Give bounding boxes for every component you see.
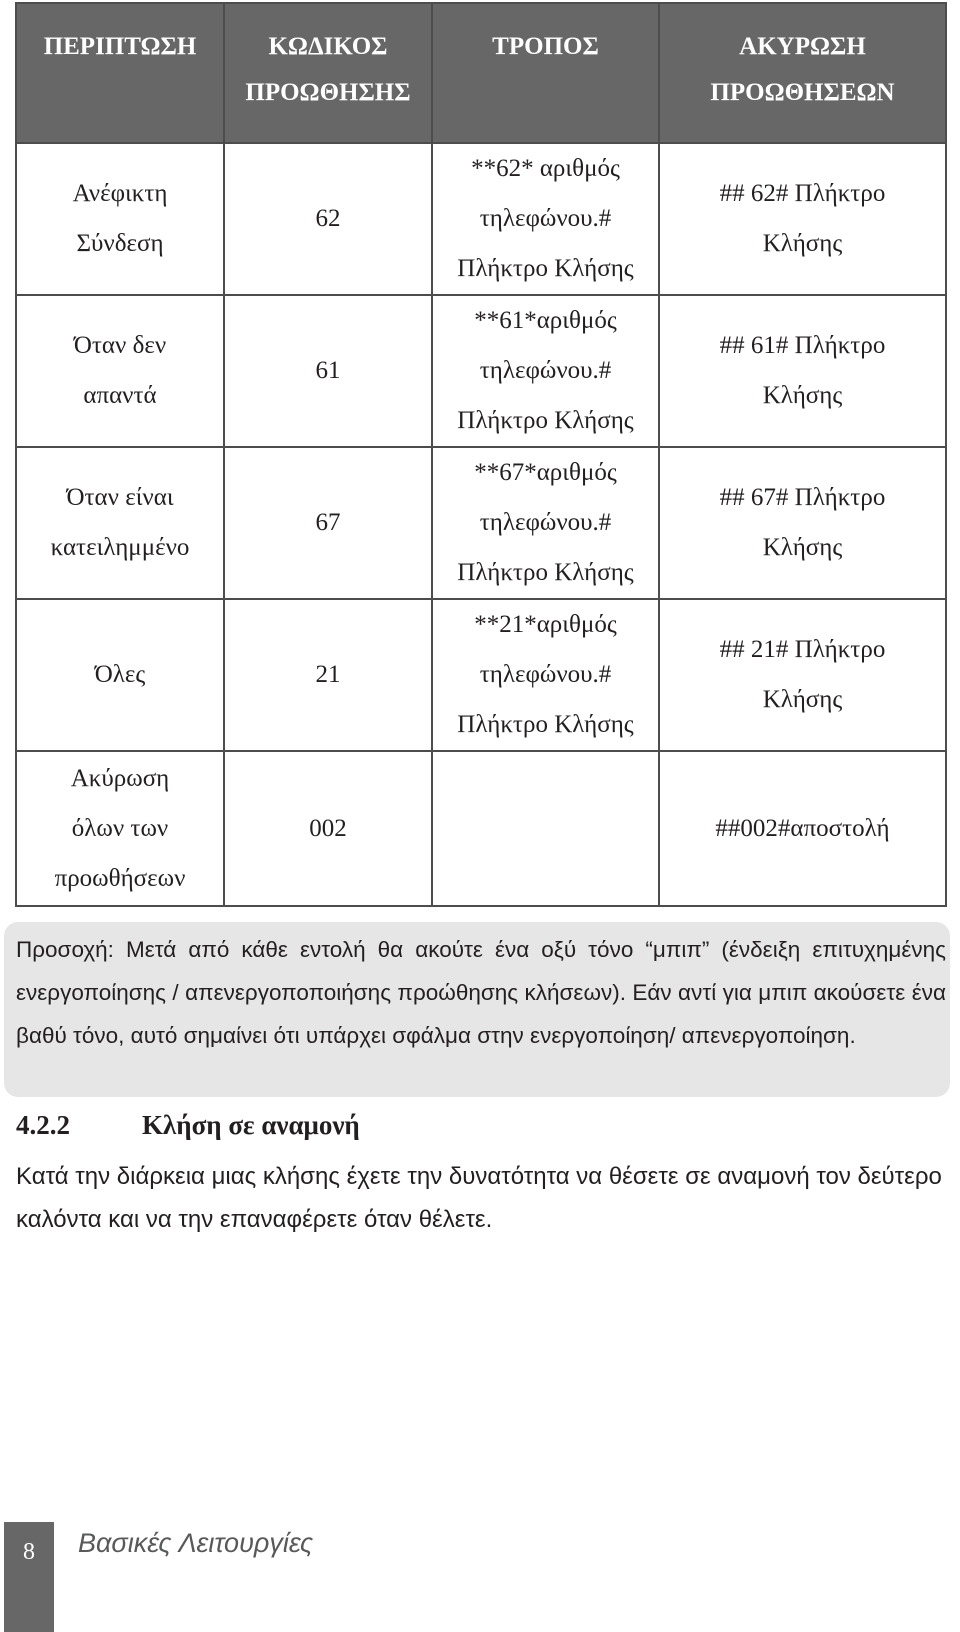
table-row xyxy=(16,751,946,906)
table-row xyxy=(16,447,946,599)
section-number: 4.2.2 xyxy=(16,1110,70,1140)
cell-method: **67*αριθμός τηλεφώνου.# Πλήκτρο Κλήσης xyxy=(432,447,659,599)
cell-method: **62* αριθμός τηλεφώνου.# Πλήκτρο Κλήσης xyxy=(432,143,659,295)
cell-method xyxy=(432,751,659,906)
cell-case: Όταν είναι κατειλημμένο xyxy=(16,447,224,599)
cell-code: 002 xyxy=(224,751,432,906)
cell-cancel: ## 61# Πλήκτρο Κλήσης xyxy=(659,295,946,447)
cell-code: 67 xyxy=(224,447,432,599)
call-forwarding-table xyxy=(15,2,947,907)
cell-cancel: ## 67# Πλήκτρο Κλήσης xyxy=(659,447,946,599)
cell-case: Όταν δεν απαντά xyxy=(16,295,224,447)
header-cancel: ΑΚΥΡΩΣΗ ΠΡΟΩΘΗΣΕΩΝ xyxy=(659,3,946,143)
table-header-row xyxy=(16,3,946,143)
cell-method: **21*αριθμός τηλεφώνου.# Πλήκτρο Κλήσης xyxy=(432,599,659,751)
cell-code: 61 xyxy=(224,295,432,447)
header-code: ΚΩΔΙΚΟΣ ΠΡΟΩΘΗΣΗΣ xyxy=(224,3,432,143)
table-row xyxy=(16,295,946,447)
cell-cancel: ## 21# Πλήκτρο Κλήσης xyxy=(659,599,946,751)
cell-case: Ανέφικτη Σύνδεση xyxy=(16,143,224,295)
cell-code: 62 xyxy=(224,143,432,295)
chapter-title: Βασικές Λειτουργίες xyxy=(78,1528,314,1558)
table-row xyxy=(16,143,946,295)
cell-method: **61*αριθμός τηλεφώνου.# Πλήκτρο Κλήσης xyxy=(432,295,659,447)
cell-cancel: ##002#αποστολή xyxy=(659,751,946,906)
page-number: 8 xyxy=(23,1539,35,1565)
note-text: Προσοχή: Μετά από κάθε εντολή θα ακούτε ένα οξύ τόνο “μπιπ” (ένδειξη επιτυχημένης ενεργοποίησης / απενεργοποποιήσης προώθησης κλήσεων). Εάν αντί για μπιπ ακούσετε ένα βαθύ τόνο, αυτό σημαίνει ότι υπάρχει σφάλμα στην ενεργοποίηση/ απενεργοποίηση. xyxy=(16,937,946,1048)
table-row xyxy=(16,599,946,751)
cell-case: Όλες xyxy=(16,599,224,751)
cell-cancel: ## 62# Πλήκτρο Κλήσης xyxy=(659,143,946,295)
section-title: Κλήση σε αναμονή xyxy=(142,1110,360,1140)
cell-code: 21 xyxy=(224,599,432,751)
section-body: Κατά την διάρκεια μιας κλήσης έχετε την δυνατότητα να θέσετε σε αναμονή τον δεύτερο καλόντα και να την επαναφέρετε όταν θέλετε. xyxy=(16,1163,942,1233)
cell-case: Ακύρωση όλων των προωθήσεων xyxy=(16,751,224,906)
header-case: ΠΕΡΙΠΤΩΣΗ xyxy=(16,3,224,143)
header-method: ΤΡΟΠΟΣ xyxy=(432,3,659,143)
